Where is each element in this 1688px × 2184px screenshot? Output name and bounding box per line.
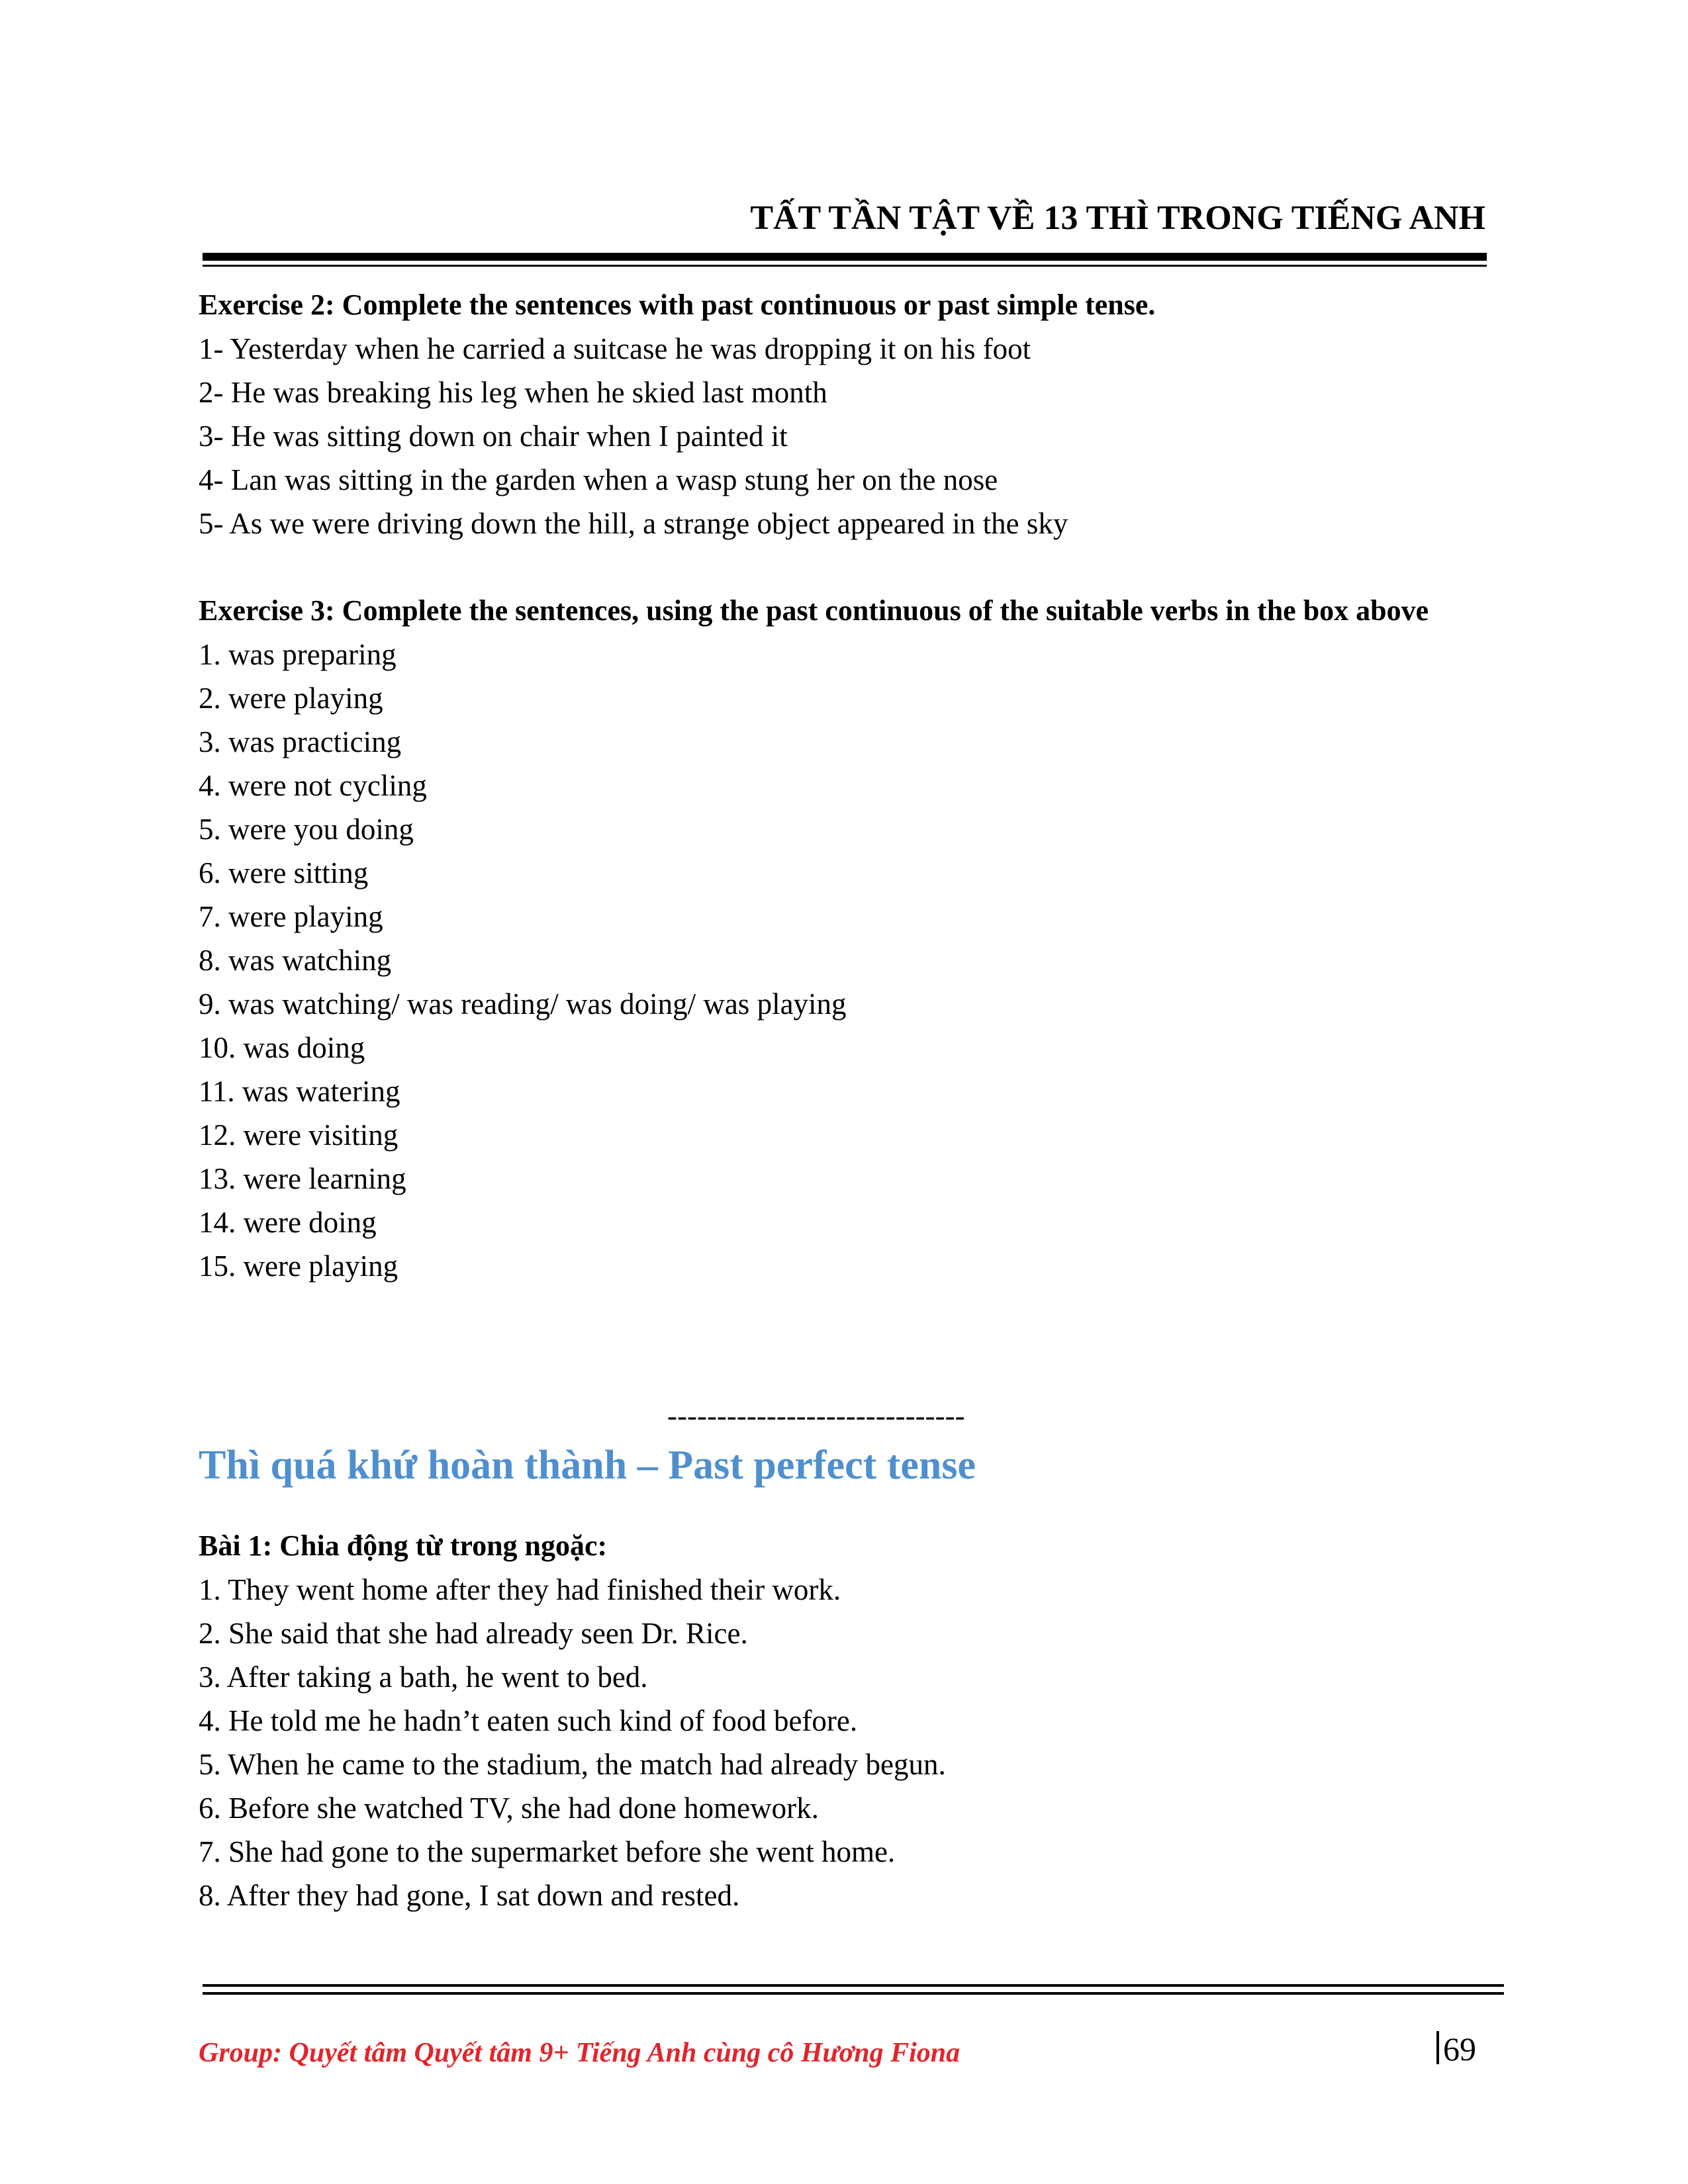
list-item: 5. When he came to the stadium, the match had already begun.: [199, 1748, 946, 1781]
list-item: 5. were you doing: [199, 813, 414, 846]
list-item: 8. After they had gone, I sat down and rested.: [199, 1879, 740, 1912]
spacer: [199, 545, 1496, 589]
list-item: 13. were learning: [199, 1162, 406, 1195]
footer-rule-top: [203, 1984, 1504, 1987]
list-item: 2. were playing: [199, 682, 383, 715]
spacer: [199, 1494, 1496, 1524]
list-item: 3. was practicing: [199, 725, 402, 758]
list-item: 4- Lan was sitting in the garden when a wasp stung her on the nose: [199, 463, 998, 496]
footer-rule-bottom: [203, 1992, 1504, 1995]
list-item: 1- Yesterday when he carried a suitcase he was dropping it on his foot: [199, 332, 1031, 365]
list-item: 10. was doing: [199, 1031, 365, 1064]
list-item: 1. was preparing: [199, 638, 397, 671]
list-item: 7. She had gone to the supermarket before she went home.: [199, 1835, 896, 1868]
page-header-title: TẤT TẦN TẬT VỀ 13 THÌ TRONG TIẾNG ANH: [750, 199, 1485, 237]
page-number-value: 69: [1443, 2030, 1476, 2068]
list-item: 7. were playing: [199, 900, 383, 933]
list-item: 1. They went home after they had finished their work.: [199, 1573, 841, 1606]
list-item: 6. were sitting: [199, 856, 369, 889]
exercise2-list: [199, 327, 1496, 545]
exercise3-list: [199, 633, 1496, 1288]
list-item: 2. She said that she had already seen Dr. Rice.: [199, 1617, 748, 1650]
list-item: 4. were not cycling: [199, 769, 427, 802]
list-item: 14. were doing: [199, 1206, 377, 1239]
spacer: [199, 1288, 1496, 1396]
list-item: 4. He told me he hadn’t eaten such kind of food before.: [199, 1704, 858, 1737]
list-item: 2- He was breaking his leg when he skied last month: [199, 376, 827, 409]
section-separator: ------------------------------: [667, 1399, 965, 1432]
bai1-list: [199, 1568, 1496, 1917]
list-item: 3. After taking a bath, he went to bed.: [199, 1661, 648, 1694]
page-number-bar: [1436, 2031, 1439, 2064]
page-content: [199, 283, 1496, 1917]
page-number: [1436, 2028, 1476, 2070]
list-item: 6. Before she watched TV, she had done homework.: [199, 1792, 819, 1825]
section-title: Thì quá khứ hoàn thành – Past perfect tense: [199, 1443, 976, 1488]
header-rule-thin: [203, 265, 1487, 267]
list-item: 12. were visiting: [199, 1118, 399, 1152]
list-item: 3- He was sitting down on chair when I painted it: [199, 420, 788, 453]
list-item: 9. was watching/ was reading/ was doing/ was playing: [199, 987, 847, 1021]
exercise3-heading: Exercise 3: Complete the sentences, using the past continuous of the suitable verbs in the box above: [199, 594, 1429, 627]
list-item: 5- As we were driving down the hill, a strange object appeared in the sky: [199, 507, 1068, 540]
list-item: 11. was watering: [199, 1075, 400, 1108]
bai1-heading: Bài 1: Chia động từ trong ngoặc:: [199, 1529, 608, 1562]
list-item: 15. were playing: [199, 1250, 399, 1283]
exercise2-heading: Exercise 2: Complete the sentences with past continuous or past simple tense.: [199, 289, 1156, 321]
list-item: 8. was watching: [199, 944, 392, 977]
header-rule-thick: [203, 253, 1487, 261]
footer-group-text: Group: Quyết tâm Quyết tâm 9+ Tiếng Anh cùng cô Hương Fiona: [199, 2038, 961, 2068]
